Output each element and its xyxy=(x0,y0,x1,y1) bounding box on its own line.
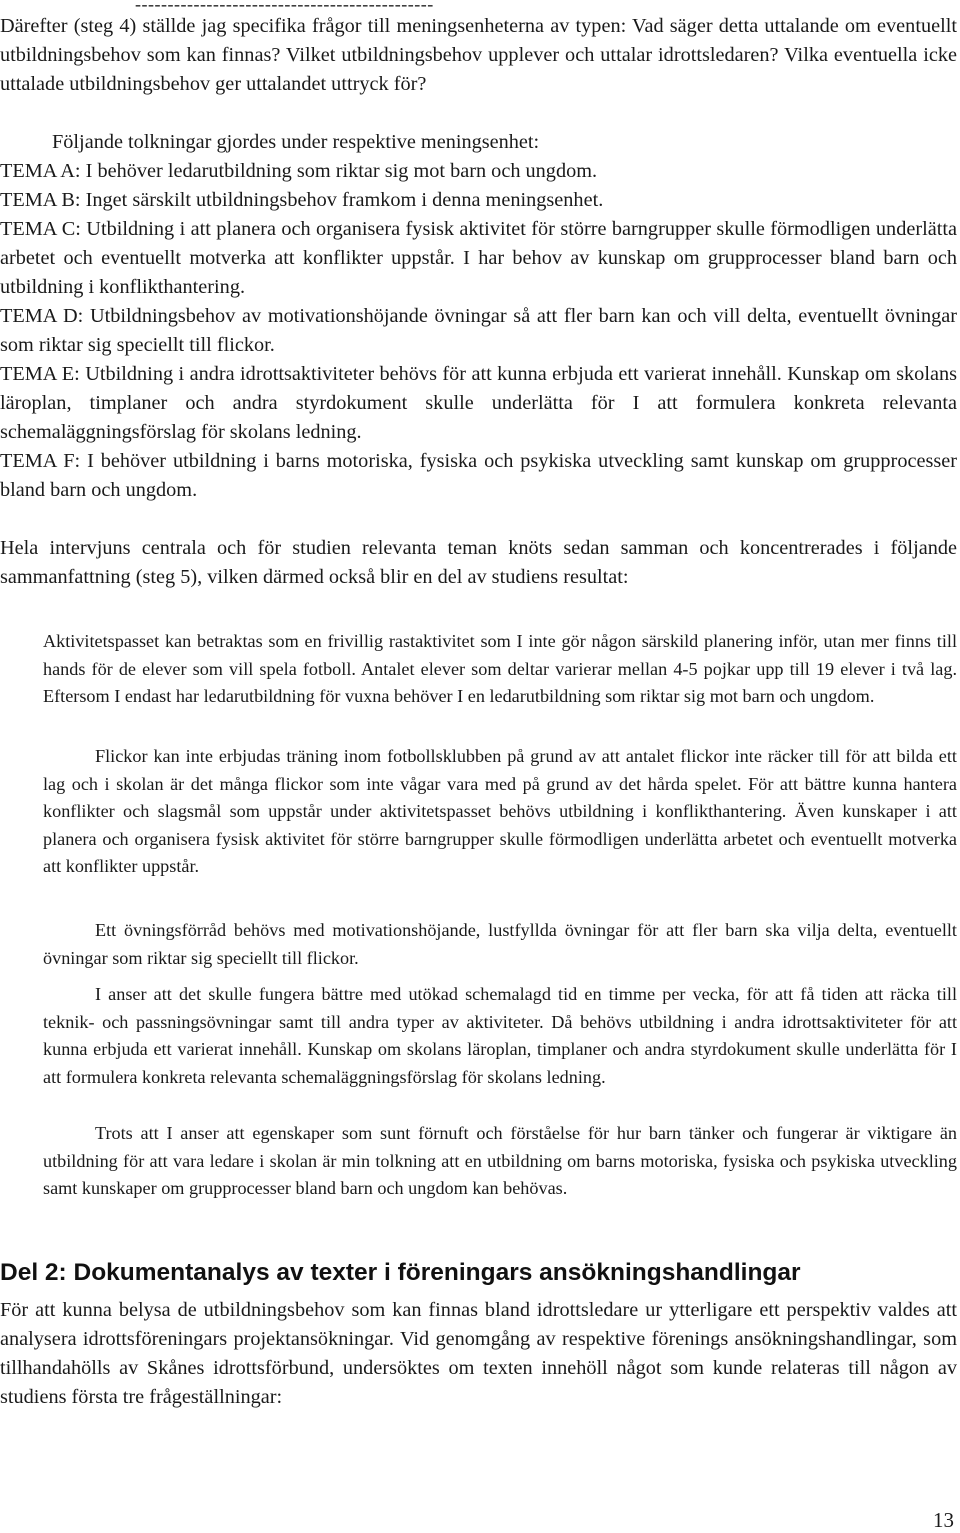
summary-paragraph-4: I anser att det skulle fungera bättre med utökad schemalagd tid en timme per vecka, för att få tiden att räcka till teknik- och passningsövningar samt till andra typer av aktiviteter. Då behövs utbildning i andra idrottsaktiviteter för att kunna erbjuda ett varierat innehåll. Kunskap om skolans läroplan, timplaner och andra styrdokument skulle underlätta för I att formulera konkreta relevanta schemaläggningsförslag för skolans ledning. xyxy=(43,984,957,1087)
summary-intro: Hela intervjuns centrala och för studien relevanta teman knöts sedan samman och koncentrerades i följande sammanfattning (steg 5), vilken därmed också blir en del av studiens resultat: xyxy=(0,537,957,588)
interpretations-intro: Följande tolkningar gjordes under respektive meningsenhet: xyxy=(52,131,540,153)
theme-e: TEMA E: Utbildning i andra idrottsaktiviteter behövs för att kunna erbjuda ett varierat innehåll. Kunskap om skolans läroplan, timplaner och andra styrdokument skulle underlätta för I att formulera konkreta relevanta schemaläggningsförslag för skolans ledning. xyxy=(0,363,957,443)
page-number: 13 xyxy=(933,1508,954,1532)
theme-c: TEMA C: Utbildning i att planera och organisera fysisk aktivitet för större barngrupper skulle förmodligen underlätta arbetet och eventuellt motverka att konflikter uppstår. I har behov av kunskap om grupprocesser bland barn och utbildning i konflikthantering. xyxy=(0,218,957,298)
separator-line: ---------------------------------------------- xyxy=(135,0,434,14)
theme-f: TEMA F: I behöver utbildning i barns motoriska, fysiska och psykiska utveckling samt kunskap om grupprocesser bland barn och ungdom. xyxy=(0,450,957,501)
theme-a: TEMA A: I behöver ledarutbildning som riktar sig mot barn och ungdom. xyxy=(0,160,598,182)
theme-b: TEMA B: Inget särskilt utbildningsbehov framkom i denna meningsenhet. xyxy=(0,189,604,211)
section-paragraph: För att kunna belysa de utbildningsbehov som kan finnas bland idrottsledare ur ytterligare ett perspektiv valdes att analysera idrottsföreningars projektansökningar. Vid genomgång av respektive förenings ansökningshandlingar, som tillhandahölls av Skånes idrottsförbund, undersöktes om texten innehöll något som kunde relateras till någon av studiens första tre frågeställningar: xyxy=(0,1299,957,1408)
summary-paragraph-1: Aktivitetspasset kan betraktas som en frivillig rastaktivitet som I inte gör någon särskild planering inför, utan mer finns till hands för de elever som vill spela fotboll. Antalet elever som deltar varierar mellan 4-5 pojkar upp till 19 elever i två lag. Eftersom I endast har ledarutbildning för vuxna behöver I en ledarutbildning som riktar sig mot barn och ungdom. xyxy=(43,631,957,706)
section-heading: Del 2: Dokumentanalys av texter i föreningars ansökningshandlingar xyxy=(0,1259,801,1286)
summary-paragraph-2: Flickor kan inte erbjudas träning inom fotbollsklubben på grund av att antalet flickor inte räcker till för att bilda ett lag och i skolan är det många flickor som inte vågar vara med på grund av det hårda spelet. För att bättre kunna hantera konflikter och slagsmål som uppstår under aktivitetspasset behövs utbildning i konflikthantering. Även kunskaper i att planera och organisera fysisk aktivitet för större barngrupper skulle förmodligen underlätta arbetet och eventuellt motverka att konflikter uppstår. xyxy=(43,746,957,876)
summary-paragraph-5: Trots att I anser att egenskaper som sunt förnuft och förståelse för hur barn tänker och fungerar är viktigare än utbildning för att vara ledare i skolan är min tolkning att en utbildning om barns motoriska, fysiska och psykiska utveckling samt kunskaper om grupprocesser bland barn och ungdom kan behövas. xyxy=(43,1123,957,1198)
summary-paragraph-3: Ett övningsförråd behövs med motivationshöjande, lustfyllda övningar för att fler barn ska vilja delta, eventuellt övningar som riktar sig speciellt till flickor. xyxy=(43,920,957,968)
theme-d: TEMA D: Utbildningsbehov av motivationshöjande övningar så att fler barn kan och vill delta, eventuellt övningar som riktar sig speciellt till flickor. xyxy=(0,305,957,356)
step4-paragraph: Därefter (steg 4) ställde jag specifika frågor till meningsenheterna av typen: Vad säger detta uttalande om eventuellt utbildningsbehov som kan finnas? Vilket utbildningsbehov upplever och uttalar idrottsledaren? Vilka eventuella icke uttalade utbildningsbehov ger uttalandet uttryck för? xyxy=(0,15,957,95)
